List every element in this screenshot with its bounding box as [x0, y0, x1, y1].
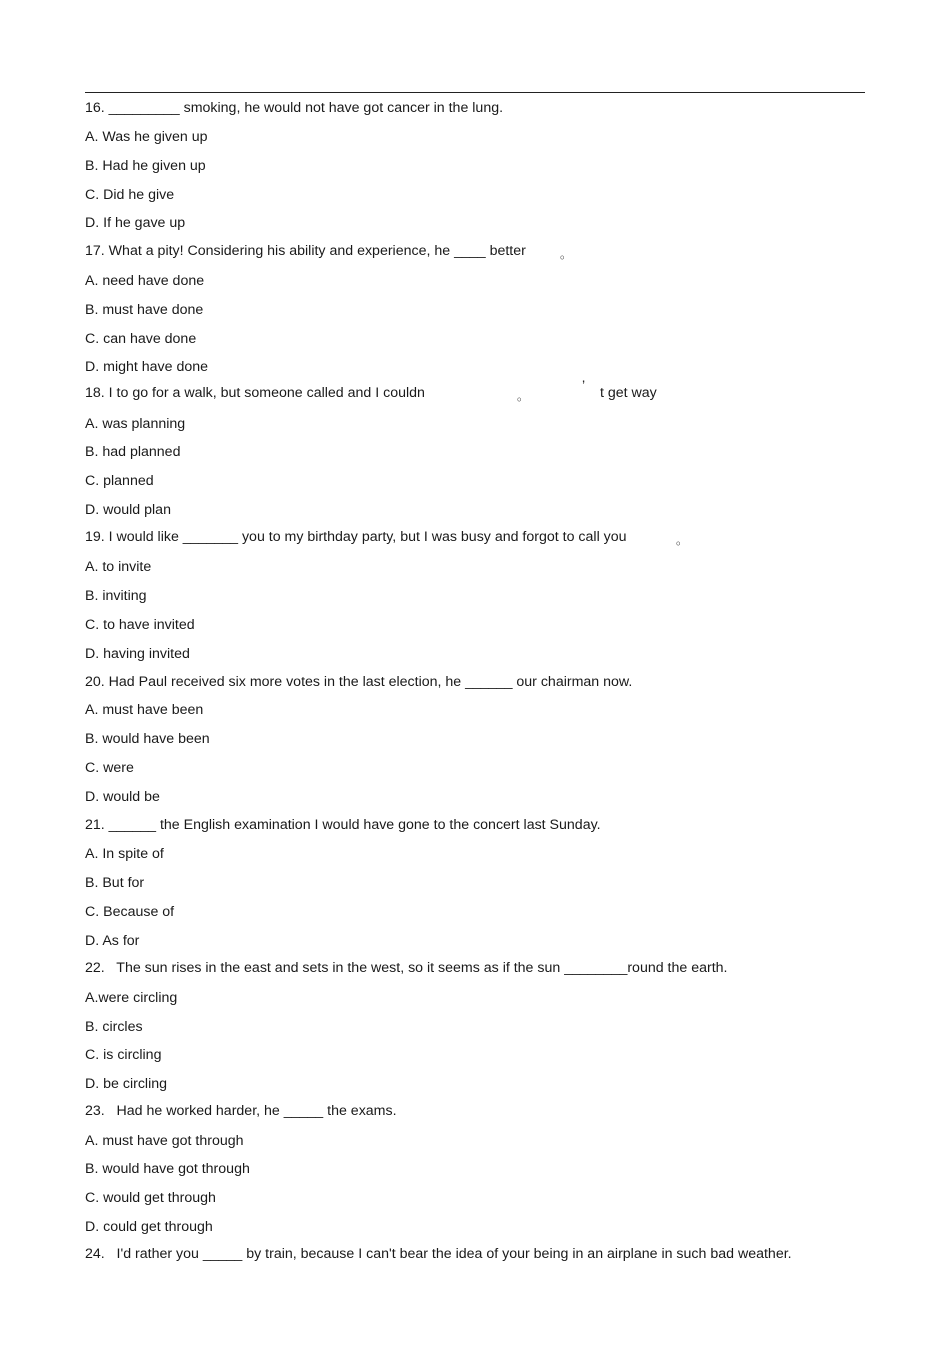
question-20-option-c: C. were — [85, 760, 134, 776]
question-16-option-a: A. Was he given up — [85, 129, 208, 145]
question-17-stem: 17. What a pity! Considering his ability and experience, he ____ better — [85, 243, 526, 259]
question-20-option-a: A. must have been — [85, 702, 204, 718]
question-21-option-b: B. But for — [85, 875, 145, 891]
question-16-option-c: C. Did he give — [85, 187, 175, 203]
question-18-apostrophe: ’ — [582, 377, 586, 393]
question-22-option-c: C. is circling — [85, 1047, 162, 1063]
question-18-punct-mark: 。 — [517, 389, 530, 403]
question-19-option-c: C. to have invited — [85, 617, 195, 633]
question-22-stem: 22. The sun rises in the east and sets in the west, so it seems as if the sun ________round the earth. — [85, 960, 728, 976]
question-23-option-c: C. would get through — [85, 1190, 216, 1206]
question-18-stem-tail: t get way — [600, 385, 657, 401]
question-20-option-d: D. would be — [85, 789, 160, 805]
question-23-option-a: A. must have got through — [85, 1133, 244, 1149]
question-21-option-d: D. As for — [85, 933, 140, 949]
question-19-punct-mark: 。 — [676, 533, 689, 547]
question-23-option-d: D. could get through — [85, 1219, 213, 1235]
question-18-option-c: C. planned — [85, 473, 154, 489]
question-19-option-a: A. to invite — [85, 559, 152, 575]
question-16-option-d: D. If he gave up — [85, 215, 186, 231]
question-21-stem: 21. ______ the English examination I would have gone to the concert last Sunday. — [85, 817, 601, 833]
question-16-option-b: B. Had he given up — [85, 158, 206, 174]
question-24-stem: 24. I'd rather you _____ by train, because I can't bear the idea of your being in an airplane in such bad weather. — [85, 1246, 792, 1262]
question-17-option-c: C. can have done — [85, 331, 197, 347]
question-22-option-b: B. circles — [85, 1019, 143, 1035]
question-21-option-a: A. In spite of — [85, 846, 164, 862]
question-20-stem: 20. Had Paul received six more votes in the last election, he ______ our chairman now. — [85, 674, 633, 690]
question-19-option-d: D. having invited — [85, 646, 190, 662]
question-19-option-b: B. inviting — [85, 588, 147, 604]
question-18-option-a: A. was planning — [85, 416, 186, 432]
question-16-stem: 16. _________ smoking, he would not have got cancer in the lung. — [85, 100, 504, 116]
question-17-option-d: D. might have done — [85, 359, 209, 375]
question-18-stem: 18. I to go for a walk, but someone called and I couldn — [85, 385, 425, 401]
question-23-stem: 23. Had he worked harder, he _____ the exams. — [85, 1103, 397, 1119]
question-17-punct-mark: 。 — [560, 247, 573, 261]
question-20-option-b: B. would have been — [85, 731, 210, 747]
header-rule — [85, 92, 865, 93]
question-19-stem: 19. I would like _______ you to my birthday party, but I was busy and forgot to call you — [85, 529, 627, 545]
question-17-option-a: A. need have done — [85, 273, 205, 289]
question-21-option-c: C. Because of — [85, 904, 175, 920]
question-18-option-b: B. had planned — [85, 444, 181, 460]
question-17-option-b: B. must have done — [85, 302, 204, 318]
question-23-option-b: B. would have got through — [85, 1161, 250, 1177]
question-18-option-d: D. would plan — [85, 502, 171, 518]
question-22-option-d: D. be circling — [85, 1076, 168, 1092]
question-22-option-a: A.were circling — [85, 990, 178, 1006]
